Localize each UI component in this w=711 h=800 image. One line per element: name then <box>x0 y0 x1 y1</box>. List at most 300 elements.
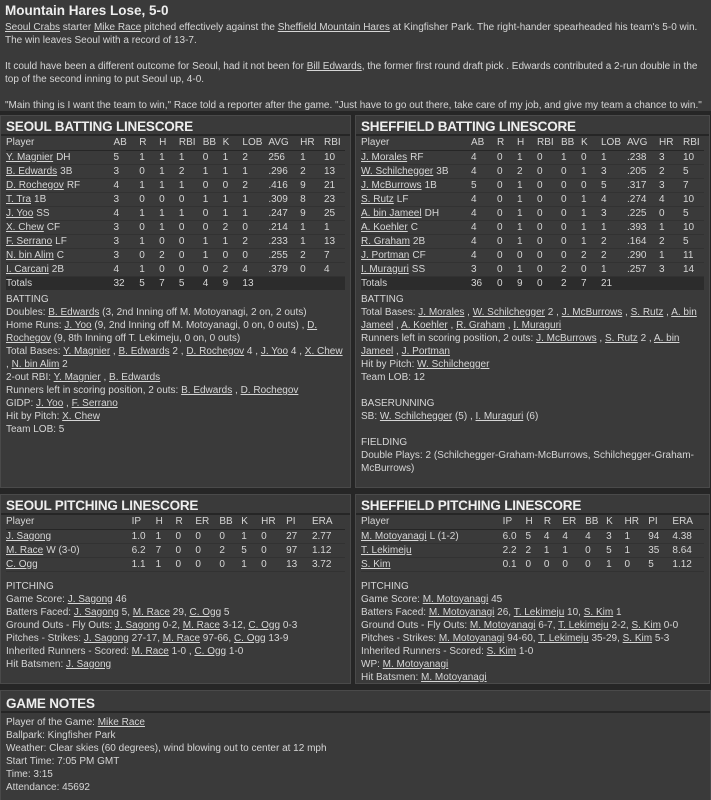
player-link[interactable]: M. Race <box>131 645 169 657</box>
stat-cell: 0 <box>179 220 203 234</box>
stat-cell: .290 <box>627 248 659 262</box>
weather: Weather: Clear skies (60 degrees), wind blowing out to center at 12 mph <box>6 743 327 754</box>
table-row <box>6 543 345 557</box>
player-link[interactable]: I. Carcani <box>6 263 49 275</box>
player-link[interactable]: W. Schilchegger <box>361 165 434 177</box>
stat-cell: 0 <box>537 234 561 248</box>
stat-cell: 0 <box>497 234 517 248</box>
stat-cell: 2 <box>659 164 683 178</box>
stat-cell: 2 <box>601 234 627 248</box>
stat-cell: 1 <box>581 192 601 206</box>
stat-cell: 0 <box>537 164 561 178</box>
position: 3B <box>60 165 73 177</box>
stat-cell: 3 <box>113 192 139 206</box>
player-link[interactable]: J. Sagong <box>83 632 129 644</box>
article-panel <box>0 0 711 111</box>
risp-line: Runners left in scoring position, 2 outs: B. Edwards , D. Rochegov <box>6 385 299 396</box>
stat-cell: 1 <box>159 220 179 234</box>
stat-cell: 9 <box>300 206 324 220</box>
stat-cell: 6.0 <box>503 529 526 543</box>
stat-cell: 10 <box>683 150 704 164</box>
stat-cell: 0 <box>203 220 223 234</box>
stat-cell: 1 <box>179 150 203 164</box>
stat-cell: .317 <box>627 178 659 192</box>
stat-cell: 1 <box>581 206 601 220</box>
stat-cell: 3 <box>113 164 139 178</box>
stat-cell: 1 <box>139 234 159 248</box>
stat-cell: 1.0 <box>132 529 156 543</box>
stat-cell: 0 <box>581 150 601 164</box>
position: 2B <box>412 235 426 247</box>
stat-cell: 1 <box>601 262 627 276</box>
stat-cell: 5 <box>525 529 543 543</box>
stat-cell: 1 <box>517 150 537 164</box>
stat-cell: 256 <box>268 150 300 164</box>
table-row <box>361 543 704 557</box>
stat-cell: 0 <box>203 150 223 164</box>
player-link[interactable]: D. Rochegov <box>6 179 64 191</box>
stat-cell: 1 <box>517 234 537 248</box>
stat-cell: 1 <box>241 557 261 571</box>
stat-cell: 1.1 <box>132 557 156 571</box>
player-link[interactable]: Y. Magnier <box>53 372 101 383</box>
stat-cell: 7 <box>324 248 345 262</box>
stat-cell: 0 <box>537 178 561 192</box>
stat-cell: 4 <box>585 529 606 543</box>
player-link[interactable]: A. bin Jameel <box>361 307 697 331</box>
hit-batsmen-line: Hit Batsmen: M. Motoyanagi <box>361 671 487 683</box>
stat-cell: 0 <box>203 206 223 220</box>
stat-cell: 1 <box>159 178 179 192</box>
player-link[interactable]: C. Ogg <box>6 558 38 570</box>
stat-cell: 4 <box>242 262 268 276</box>
stat-cell: 0 <box>261 543 286 557</box>
player-link[interactable]: W. Schilchegger <box>472 307 545 318</box>
stat-cell: 0 <box>139 164 159 178</box>
player-link[interactable]: M. Race <box>132 606 170 618</box>
stat-cell: 3 <box>659 262 683 276</box>
stat-cell: 4.38 <box>672 529 704 543</box>
stat-cell: 2 <box>517 164 537 178</box>
stat-cell: 0 <box>561 178 581 192</box>
stat-cell: 94 <box>648 529 672 543</box>
stat-cell: .238 <box>627 150 659 164</box>
hbp-line: Hit by Pitch: X. Chew <box>6 411 100 422</box>
stat-cell: 0 <box>203 262 223 276</box>
wild-pitch-line: WP: M. Motoyanagi <box>361 658 449 670</box>
stat-cell: 2 <box>300 248 324 262</box>
stat-cell: 1 <box>241 529 261 543</box>
player-link[interactable]: C. Ogg <box>248 619 281 631</box>
player-link[interactable]: M. Race <box>6 544 44 556</box>
stat-cell: .274 <box>627 192 659 206</box>
stat-cell: 0 <box>300 262 324 276</box>
player-link[interactable]: S. Kim <box>486 645 517 657</box>
total-bases-line: Total Bases: J. Morales , W. Schilchegger 2 , J. McBurrows , S. Rutz , A. bin Jameel , A. Koehler , R. Graham , I. Muraguri <box>361 307 697 331</box>
player-link[interactable]: N. bin Alim <box>11 359 60 370</box>
seoul-pitching-panel <box>0 494 351 684</box>
team-lob: Team LOB: 5 <box>6 424 65 435</box>
player-link[interactable]: A. bin Jameel <box>361 333 680 357</box>
stat-cell: 4 <box>471 248 497 262</box>
player-link[interactable]: X. Chew <box>6 221 44 233</box>
decision: L (1-2) <box>429 530 459 542</box>
hit-batsmen-line: Hit Batsmen: J. Sagong <box>6 658 112 670</box>
stat-cell: 4 <box>471 234 497 248</box>
article-paragraph-2: It could have been a different outcome for Seoul, had it not been for Bill Edwards, the former first round draft pick . Edwards contributed a 2-run double in the top of the second inning to put Seoul up, 4-0. <box>5 61 698 85</box>
stat-cell: 97 <box>286 543 312 557</box>
ground-fly-outs-line: Ground Outs - Fly Outs: J. Sagong 0-2, M. Race 3-12, C. Ogg 0-3 <box>6 619 298 631</box>
player-link[interactable]: A. bin Jameel <box>361 207 422 219</box>
table-row <box>6 262 345 276</box>
stat-cell: 7 <box>683 178 704 192</box>
player-link[interactable]: J. Morales <box>361 151 408 163</box>
stat-cell: 0 <box>223 248 243 262</box>
stat-cell: 0 <box>561 220 581 234</box>
stat-cell: 4 <box>562 529 585 543</box>
player-link[interactable]: M. Motoyanagi <box>382 658 449 670</box>
table-row <box>361 529 704 543</box>
player-link[interactable]: J. Yoo <box>64 320 92 331</box>
player-link[interactable]: C. Ogg <box>189 606 222 618</box>
sheffield-pitching-panel <box>355 494 710 684</box>
player-link[interactable]: M. Motoyanagi <box>469 619 536 631</box>
link-mike-race[interactable]: Mike Race <box>93 22 142 33</box>
stat-cell: .233 <box>268 234 300 248</box>
player-of-the-game: Player of the Game: Mike Race <box>6 717 145 728</box>
player-link[interactable]: A. Koehler <box>401 320 448 331</box>
table-row <box>361 234 704 248</box>
player-link[interactable]: J. Sagong <box>66 658 112 670</box>
player-link[interactable]: J. Sagong <box>114 619 160 631</box>
stat-cell: .164 <box>627 234 659 248</box>
stat-cell: 0 <box>585 543 606 557</box>
stat-cell: 2 <box>242 178 268 192</box>
player-link[interactable]: Mike Race <box>97 717 145 728</box>
stat-cell: 10 <box>683 192 704 206</box>
stat-cell: 1 <box>562 543 585 557</box>
sheffield-batting-notes: BATTING Total Bases: J. Morales , W. Schilchegger 2 , J. McBurrows , S. Rutz , A. bin Jameel , A. Koehler , R. Graham , I. Muraguri Runners left in scoring position, 2 outs: J. McBurrows , S. Rutz 2 , A. bin Jameel , J. Portman Hit by Pitch: W. Schilchegger Team LOB: 12 BASERUNNING SB: W. Schilchegger (5) , I. Muraguri (6) FIELDING Double Plays: 2 (Schilchegger-Graham-McBurrows, Schilchegger-Graham-McBurrows) <box>361 293 704 475</box>
stat-cell: 1 <box>223 150 243 164</box>
stat-cell: 5 <box>683 206 704 220</box>
player-link[interactable]: M. Motoyanagi <box>438 632 505 644</box>
stat-cell: 0 <box>242 220 268 234</box>
table-row <box>6 248 345 262</box>
game-notes-title: GAME NOTES <box>1 691 710 713</box>
stat-cell: 2 <box>159 248 179 262</box>
stat-cell: 1 <box>581 220 601 234</box>
stat-cell: 23 <box>324 192 345 206</box>
stat-cell: 0 <box>179 234 203 248</box>
totals-row: Totals 36 0 9 0 2 7 21 <box>361 276 704 290</box>
player-link[interactable]: B. Edwards <box>109 372 161 383</box>
player-link[interactable]: F. Serrano <box>71 398 118 409</box>
stat-cell: 4 <box>113 206 139 220</box>
link-seoul-crabs[interactable]: Seoul Crabs <box>5 22 61 33</box>
stat-cell: 1 <box>300 150 324 164</box>
player-link[interactable]: M. Race <box>162 632 201 644</box>
stat-cell: 1 <box>242 164 268 178</box>
player-link[interactable]: R. Graham <box>361 235 410 247</box>
stat-cell: 0 <box>537 220 561 234</box>
link-sheffield-mountain-hares[interactable]: Sheffield Mountain Hares <box>277 22 390 33</box>
stat-cell: 3 <box>113 220 139 234</box>
position: CF <box>46 221 61 233</box>
table-row <box>361 164 704 178</box>
player-link[interactable]: W. Schilchegger <box>417 359 490 370</box>
stat-cell: 2 <box>525 543 543 557</box>
player-link[interactable]: B. Edwards <box>181 385 233 396</box>
stat-cell: 4 <box>471 220 497 234</box>
stat-cell: 0 <box>219 557 241 571</box>
player-link[interactable]: J. McBurrows <box>561 307 623 318</box>
player-link[interactable]: B. Edwards <box>6 165 58 177</box>
stat-cell: 0 <box>562 557 585 571</box>
stat-cell: 4 <box>113 178 139 192</box>
stat-cell: 1 <box>624 529 648 543</box>
stat-cell: .247 <box>268 206 300 220</box>
stat-cell: 0 <box>624 557 648 571</box>
player-link[interactable]: I. Muraguri <box>475 411 524 422</box>
double-plays-line: Double Plays: 2 (Schilchegger-Graham-McBurrows, Schilchegger-Graham-McBurrows) <box>361 450 694 474</box>
stat-cell: 5 <box>601 178 627 192</box>
risp-line: Runners left in scoring position, 2 outs: J. McBurrows , S. Rutz 2 , A. bin Jameel , J. Portman <box>361 333 680 357</box>
stat-cell: 25 <box>324 206 345 220</box>
player-link[interactable]: T. Tra <box>6 193 32 205</box>
stat-cell: 0.1 <box>503 557 526 571</box>
stat-cell: 4 <box>601 192 627 206</box>
stat-cell: 1 <box>659 248 683 262</box>
player-link[interactable]: D. Rochegov <box>186 346 245 357</box>
stat-cell: 0 <box>219 529 241 543</box>
fielding-title: FIELDING <box>361 437 408 448</box>
attendance: Attendance: 45692 <box>6 782 90 793</box>
table-row <box>361 206 704 220</box>
player-link[interactable]: T. Lekimeju <box>558 619 609 631</box>
stat-cell: 1.12 <box>672 557 704 571</box>
stat-cell: 21 <box>324 178 345 192</box>
stat-cell: 1 <box>581 164 601 178</box>
stat-cell: 10 <box>683 220 704 234</box>
stat-cell: 0 <box>537 262 561 276</box>
player-link[interactable]: S. Kim <box>361 558 391 570</box>
player-link[interactable]: J. McBurrows <box>536 333 597 344</box>
player-link[interactable]: S. Rutz <box>361 193 394 205</box>
stat-cell: 1 <box>324 220 345 234</box>
stat-cell: 1 <box>223 164 243 178</box>
stat-cell: 5 <box>683 164 704 178</box>
stat-cell: 1 <box>223 234 243 248</box>
team-lob: Team LOB: 12 <box>361 372 425 383</box>
stat-cell: 0 <box>659 206 683 220</box>
sheffield-batting-table <box>361 136 704 290</box>
player-link[interactable]: S. Rutz <box>630 307 664 318</box>
player-link[interactable]: J. Portman <box>401 346 450 357</box>
table-row <box>361 150 704 164</box>
table-row <box>361 192 704 206</box>
stat-cell: 7 <box>156 543 176 557</box>
player-link[interactable]: J. McBurrows <box>361 179 422 191</box>
stat-cell: 0 <box>537 192 561 206</box>
stat-cell: 0 <box>561 164 581 178</box>
stat-cell: 3 <box>659 178 683 192</box>
stat-cell: 0 <box>497 220 517 234</box>
stat-cell: 1 <box>223 206 243 220</box>
table-header-row: Player IP H R ER BB K HR PI ERA <box>361 515 704 529</box>
player-link[interactable]: M. Motoyanagi <box>421 671 487 683</box>
player-link[interactable]: S. Kim <box>622 632 653 644</box>
player-link[interactable]: D. Rochegov <box>240 385 299 396</box>
player-link[interactable]: M. Motoyanagi <box>361 530 427 542</box>
position: CF <box>412 249 426 261</box>
stat-cell: 9 <box>300 178 324 192</box>
player-link[interactable]: C. Ogg <box>233 632 266 644</box>
stat-cell: 0 <box>175 543 195 557</box>
player-link[interactable]: I. Muraguri <box>361 263 409 275</box>
player-link[interactable]: J. Yoo <box>36 398 64 409</box>
player-link[interactable]: T. Lekimeju <box>361 544 412 556</box>
stat-cell: 2 <box>219 543 241 557</box>
stat-cell: 2 <box>561 262 581 276</box>
stat-cell: 3 <box>659 150 683 164</box>
player-link[interactable]: X. Chew <box>62 411 100 422</box>
position: SS <box>411 263 426 275</box>
stat-cell: 2 <box>179 164 203 178</box>
stat-cell: 6.2 <box>132 543 156 557</box>
player-link[interactable]: T. Lekimeju <box>538 632 589 644</box>
player-link[interactable]: J. Sagong <box>67 593 113 605</box>
stat-cell: 1 <box>242 192 268 206</box>
player-link[interactable]: S. Kim <box>583 606 614 618</box>
game-score-line: Game Score: M. Motoyanagi 45 <box>361 593 503 605</box>
total-bases-line: Total Bases: Y. Magnier , B. Edwards 2 , D. Rochegov 4 , J. Yoo 4 , X. Chew , N. bin Alim 2 <box>6 346 343 370</box>
position: DH <box>424 207 440 219</box>
player-link[interactable]: B. Edwards <box>118 346 170 357</box>
stat-cell: 0 <box>139 248 159 262</box>
position: C <box>56 249 65 261</box>
stat-cell: .309 <box>268 192 300 206</box>
stat-cell: 0 <box>261 557 286 571</box>
game-score-line: Game Score: J. Sagong 46 <box>6 593 127 605</box>
pitches-strikes-line: Pitches - Strikes: J. Sagong 27-17, M. Race 97-66, C. Ogg 13-9 <box>6 632 289 644</box>
sheffield-batting-title: SHEFFIELD BATTING LINESCORE <box>356 116 709 136</box>
player-link[interactable]: M. Motoyanagi <box>428 606 495 618</box>
player-link[interactable]: R. Graham <box>456 320 505 331</box>
player-link[interactable]: M. Motoyanagi <box>422 593 489 605</box>
player-link[interactable]: J. Morales <box>418 307 465 318</box>
player-link[interactable]: J. Yoo <box>260 346 289 357</box>
stat-cell: .296 <box>268 164 300 178</box>
stat-cell: 0 <box>581 178 601 192</box>
stat-cell: 4 <box>471 164 497 178</box>
stat-cell: 35 <box>648 543 672 557</box>
stat-cell: .257 <box>627 262 659 276</box>
stat-cell: 1 <box>139 150 159 164</box>
table-row <box>6 192 345 206</box>
player-link[interactable]: Y. Magnier <box>63 346 111 357</box>
stat-cell: 4 <box>324 262 345 276</box>
player-link[interactable]: T. Lekimeju <box>513 606 565 618</box>
player-link[interactable]: Y. Magnier <box>6 151 54 163</box>
stat-cell: 2 <box>242 150 268 164</box>
two-out-rbi-line: 2-out RBI: Y. Magnier , B. Edwards <box>6 372 161 383</box>
player-link[interactable]: F. Serrano <box>6 235 53 247</box>
inherited-runners-line: Inherited Runners - Scored: S. Kim 1-0 <box>361 645 534 657</box>
game-time: Time: 3:15 <box>6 769 53 780</box>
table-row <box>6 234 345 248</box>
player-link[interactable]: J. Sagong <box>73 606 119 618</box>
stat-cell: .214 <box>268 220 300 234</box>
stat-cell: 1 <box>203 234 223 248</box>
stat-cell: 4 <box>471 192 497 206</box>
game-notes-panel <box>0 690 711 800</box>
stat-cell: 3.72 <box>312 557 345 571</box>
position: 3B <box>436 165 449 177</box>
stat-cell: 1 <box>179 178 203 192</box>
stat-cell: .205 <box>627 164 659 178</box>
link-bill-edwards[interactable]: Bill Edwards <box>306 61 362 72</box>
player-link[interactable]: J. Sagong <box>6 530 52 542</box>
player-link[interactable]: W. Schilchegger <box>379 411 453 422</box>
player-link[interactable]: D. Rochegov <box>6 320 318 344</box>
start-time: Start Time: 7:05 PM GMT <box>6 756 120 767</box>
stat-cell: 1 <box>517 178 537 192</box>
player-link[interactable]: N. bin Alim <box>6 249 54 261</box>
table-row <box>361 557 704 571</box>
pitches-strikes-line: Pitches - Strikes: M. Motoyanagi 94-60, T. Lekimeju 35-29, S. Kim 5-3 <box>361 632 670 644</box>
stat-cell: 1 <box>581 234 601 248</box>
stat-cell: 0 <box>561 234 581 248</box>
stat-cell: 0 <box>195 543 219 557</box>
position: LF <box>396 193 409 205</box>
stat-cell: 0 <box>497 206 517 220</box>
stat-cell: 0 <box>139 192 159 206</box>
sheffield-pitching-table <box>361 515 704 572</box>
stat-cell: 2 <box>659 234 683 248</box>
table-row <box>361 178 704 192</box>
table-row <box>6 150 345 164</box>
player-link[interactable]: J. Portman <box>361 249 410 261</box>
stat-cell: .416 <box>268 178 300 192</box>
stat-cell: 2 <box>223 262 243 276</box>
player-link[interactable]: I. Muraguri <box>513 320 562 331</box>
player-link[interactable]: S. Rutz <box>605 333 638 344</box>
stat-cell: 2 <box>300 164 324 178</box>
player-link[interactable]: M. Race <box>182 619 220 631</box>
stat-cell: 0 <box>517 248 537 262</box>
position: DH <box>56 151 71 163</box>
stat-cell: 2 <box>581 248 601 262</box>
position: RF <box>410 151 424 163</box>
player-link[interactable]: X. Chew <box>304 346 343 357</box>
player-link[interactable]: J. Yoo <box>6 207 34 219</box>
player-link[interactable]: S. Kim <box>631 619 661 631</box>
stat-cell: 5 <box>113 150 139 164</box>
stat-cell: 0 <box>159 262 179 276</box>
position: SS <box>36 207 50 219</box>
stat-cell: 5 <box>683 234 704 248</box>
table-header-row: Player AB R H RBI BB K LOB AVG HR RBI <box>6 136 345 150</box>
stat-cell: 0 <box>497 178 517 192</box>
player-link[interactable]: C. Ogg <box>194 645 227 657</box>
table-row <box>6 220 345 234</box>
player-link[interactable]: A. Koehler <box>361 221 408 233</box>
hbp-line: Hit by Pitch: W. Schilchegger <box>361 359 490 370</box>
position: 1B <box>34 193 47 205</box>
stat-cell: 0 <box>195 557 219 571</box>
player-link[interactable]: B. Edwards <box>48 307 100 318</box>
stat-cell: 1 <box>517 192 537 206</box>
